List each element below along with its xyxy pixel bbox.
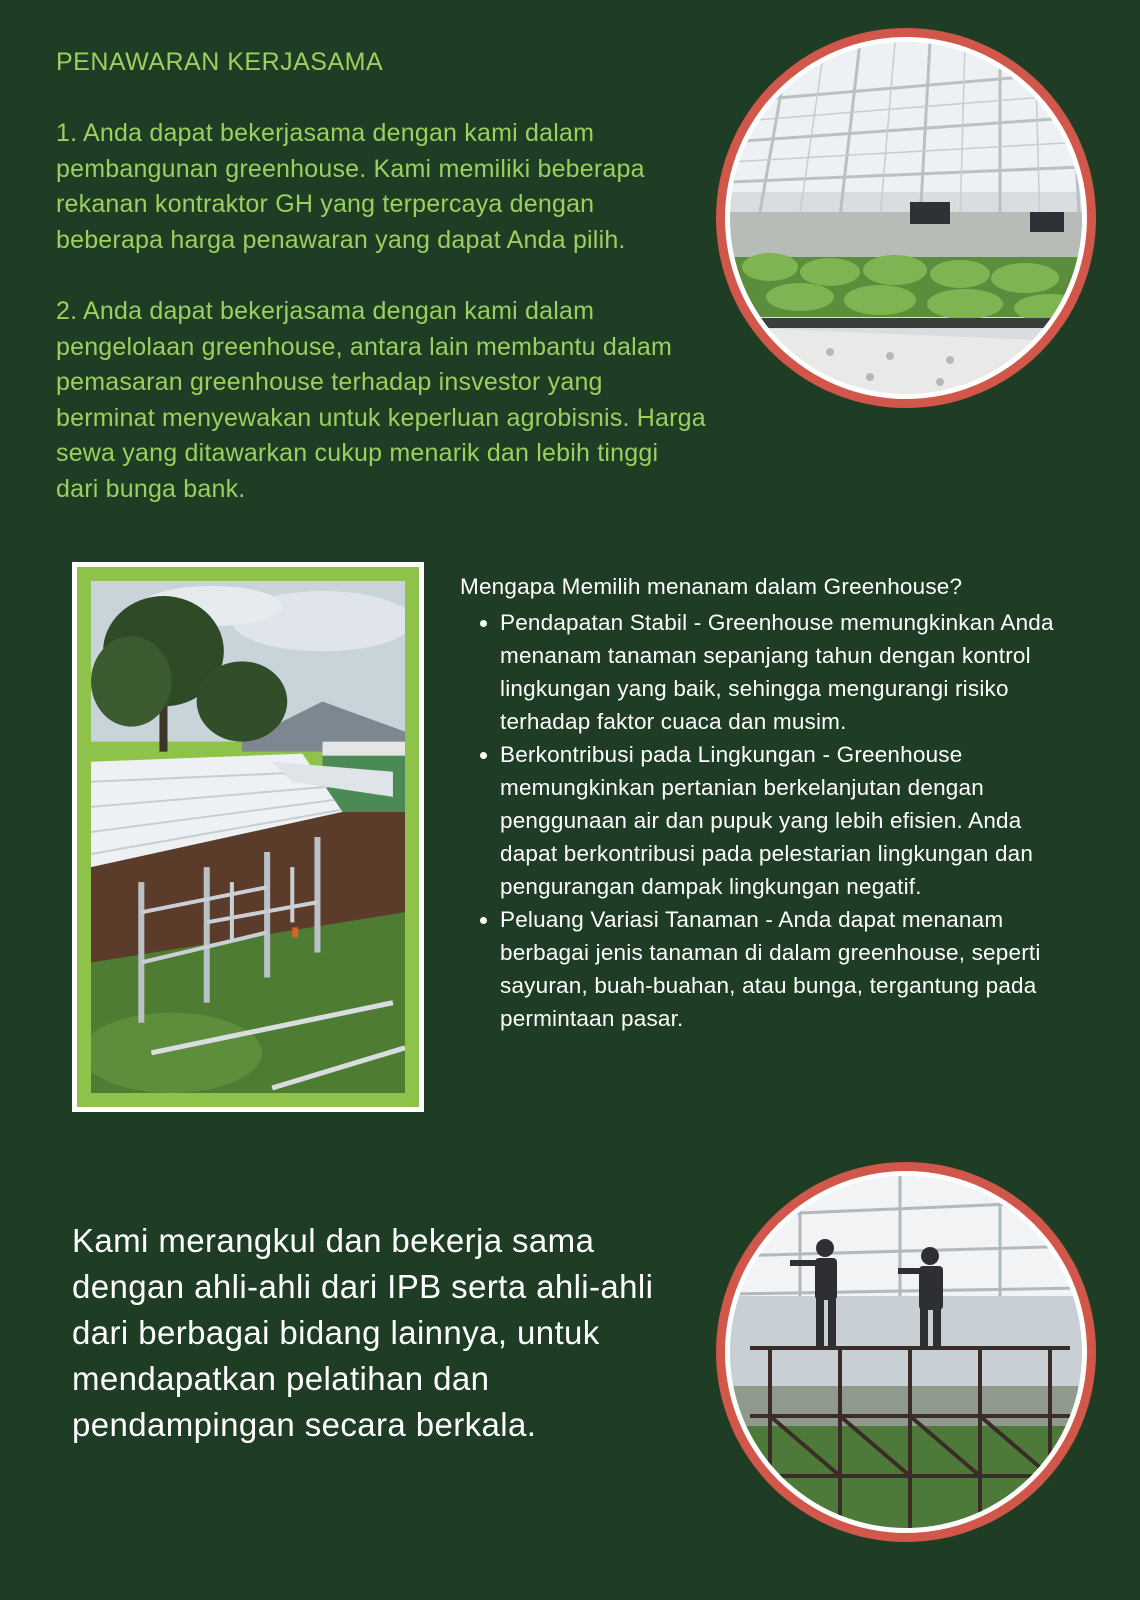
greenhouse-interior-image [730,42,1082,394]
offer-item-1: 1. Anda dapat bekerjasama dengan kami dalam pembangunan greenhouse. Kami memiliki beberapa rekanan kontraktor GH yang terpercaya dengan beberapa harga penawaran yang dapat Anda pilih. [56,119,645,254]
why-greenhouse-list [460,606,1060,1035]
greenhouse-workers-image [730,1176,1082,1528]
greenhouse-construction-photo [72,562,424,1112]
why-greenhouse-title: Mengapa Memilih menanam dalam Greenhouse? [460,574,963,599]
offer-item-2: 2. Anda dapat bekerjasama dengan kami dalam pengelolaan greenhouse, antara lain membantu dalam pemasaran greenhouse terhadap insvestor yang berminat menyewakan untuk keperluan agrobisnis. Harga sewa yang ditawarkan cukup menarik dan lebih tinggi dari bunga bank. [56,297,706,503]
greenhouse-workers-photo [716,1162,1096,1542]
benefit-item-stable-income: • Pendapatan Stabil - Greenhouse memungkinkan Anda menanam tanaman sepanjang tahun dengan kontrol lingkungan yang baik, sehingga mengurangi risiko terhadap faktor cuaca dan musim. [500,606,1060,738]
greenhouse-construction-image [91,581,405,1093]
offer-heading: PENAWARAN KERJASAMA [56,48,384,76]
benefit-item-crop-variety: • Peluang Variasi Tanaman - Anda dapat menanam berbagai jenis tanaman di dalam greenhouse, seperti sayuran, buah-buahan, atau bunga, tergantung pada permintaan pasar. [500,903,1060,1035]
benefit-item-environment: • Berkontribusi pada Lingkungan - Greenhouse memungkinkan pertanian berkelanjutan dengan penggunaan air dan pupuk yang lebih efisien. Anda dapat berkontribusi pada pelestarian lingkungan dan pengurangan dampak lingkungan negatif. [500,738,1060,903]
greenhouse-interior-photo [716,28,1096,408]
partnership-statement: Kami merangkul dan bekerja sama dengan ahli-ahli dari IPB serta ahli-ahli dari berbagai bidang lainnya, untuk mendapatkan pelatihan dan pendampingan secara berkala. [72,1222,654,1443]
